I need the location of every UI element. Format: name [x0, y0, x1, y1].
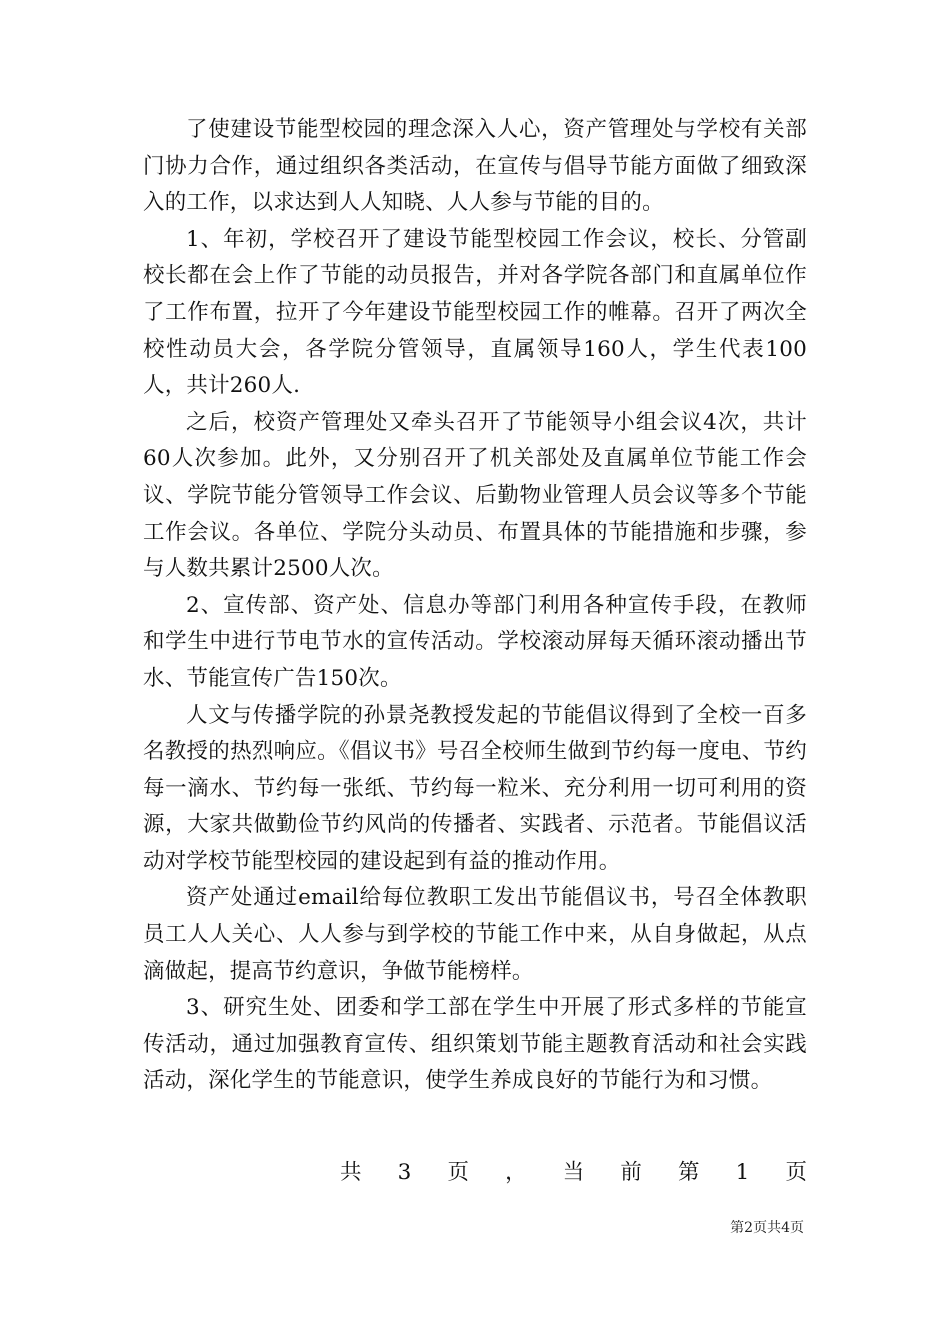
page-counter-char: 前	[620, 1160, 642, 1185]
paragraph-initiative: 人文与传播学院的孙景尧教授发起的节能倡议得到了全校一百多名教授的热烈响应。《倡议书》号召全校师生做到节约每一度电、节约每一滴水、节约每一张纸、节约每一粒米、充分利用一切可利用的资源，大家共做勤俭节约风尚的传播者、实践者、示范者。节能倡议活动对学校节能型校园的建设起到有益的推动作用。	[143, 702, 807, 874]
page-footer: 第2页共4页	[730, 1220, 804, 1236]
page-counter-char: 当	[562, 1160, 585, 1185]
page-counter-char: 第	[678, 1160, 700, 1185]
page-counter	[340, 1155, 807, 1191]
page-counter-char: 页	[785, 1160, 807, 1185]
paragraph-item-1: 1、年初，学校召开了建设节能型校园工作会议，校长、分管副校长都在会上作了节能的动员报告，并对各学院各部门和直属单位作了工作布置，拉开了今年建设节能型校园工作的帷幕。召开了两次全校性动员大会，各学院分管领导，直属领导160人，学生代表100人，共计260人.	[143, 226, 807, 399]
page-counter-char: ，	[505, 1160, 527, 1185]
paragraph-meetings: 之后，校资产管理处又牵头召开了节能领导小组会议4次，共计60人次参加。此外，又分别召开了机关部处及直属单位节能工作会议、学院节能分管领导工作会议、后勤物业管理人员会议等多个节能工作会议。各单位、学院分头动员、布置具体的节能措施和步骤，参与人数共累计2500人次。	[143, 409, 807, 582]
paragraph-item-3: 3、研究生处、团委和学工部在学生中开展了形式多样的节能宣传活动，通过加强教育宣传、组织策划节能主题教育活动和社会实践活动，深化学生的节能意识，使学生养成良好的节能行为和习惯。	[143, 995, 807, 1094]
document-body	[143, 112, 807, 1100]
paragraph-email: 资产处通过email给每位教职工发出节能倡议书，号召全体教职员工人人关心、人人参与到学校的节能工作中来，从自身做起，从点滴做起，提高节约意识，争做节能榜样。	[143, 885, 807, 984]
page-counter-char: 共	[340, 1160, 362, 1185]
page-counter-char: 页	[447, 1160, 469, 1185]
page-counter-char: 1	[735, 1160, 750, 1185]
paragraph-item-2: 2、宣传部、资产处、信息办等部门利用各种宣传手段，在教师和学生中进行节电节水的宣传活动。学校滚动屏每天循环滚动播出节水、节能宣传广告150次。	[143, 592, 807, 691]
page-counter-char: 3	[397, 1160, 412, 1185]
paragraph-intro: 了使建设节能型校园的理念深入人心，资产管理处与学校有关部门协力合作，通过组织各类活动，在宣传与倡导节能方面做了细致深入的工作，以求达到人人知晓、人人参与节能的目的。	[143, 117, 807, 216]
